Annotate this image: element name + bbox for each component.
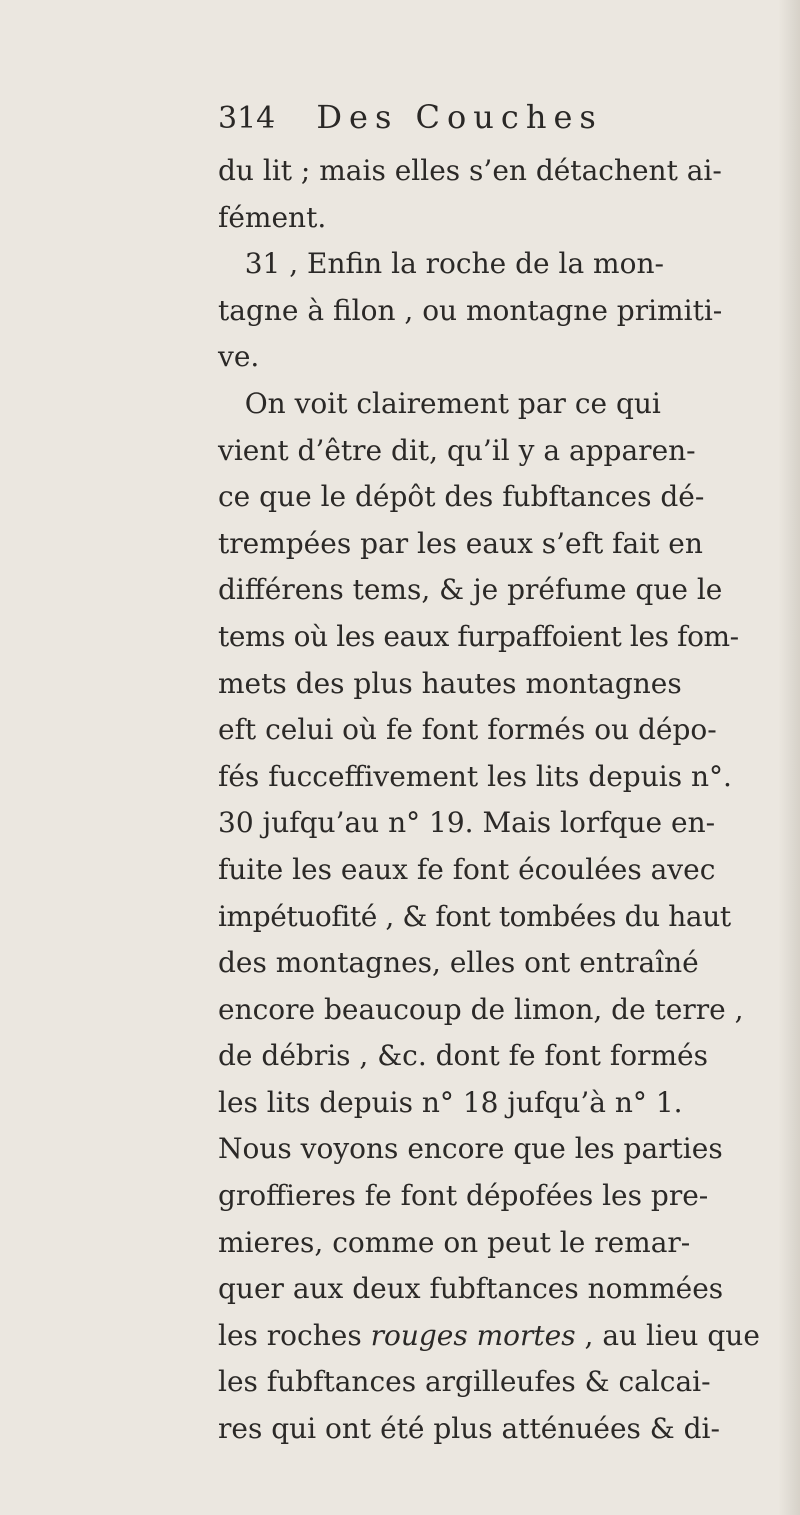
text-line: tagne à filon , ou montagne primiti- [218,293,723,327]
text-line: les fubftances argilleufes & calcai- [218,1365,711,1399]
text-line: des montagnes, elles ont entraîné [218,946,699,980]
text-line: encore beaucoup de limon, de terre , [218,992,744,1026]
text-line: mieres, comme on peut le remar- [218,1225,691,1259]
text-line: les lits depuis n° 18 jufqu’à n° 1. [218,1085,683,1119]
page-number: 314 [218,101,276,136]
text-line: eft celui où fe font formés ou dépo- [218,713,717,747]
text-line: On voit clairement par ce qui [218,386,661,420]
text-line: fément. [218,200,327,234]
running-title: Des Couches [316,98,603,136]
text-line: 30 jufqu’au n° 19. Mais lorfque en- [218,806,716,840]
text-line: groffieres fe font dépofées les pre- [218,1179,709,1213]
text-segment: les roches [218,1318,371,1352]
text-line: mets des plus hautes montagnes [218,666,682,700]
italic-phrase: rouges mortes [370,1318,576,1352]
text-line-with-italic [218,1313,778,1360]
text-line: ve. [218,340,260,374]
running-head [218,98,603,146]
text-line: fuite les eaux fe font écoulées avec [218,852,716,886]
text-segment: , au lieu que [575,1318,760,1352]
text-line: ce que le dépôt des fubftances dé- [218,480,705,514]
text-line: impétuofité , & font tombées du haut [218,899,731,933]
text-line: quer aux deux fubftances nommées [218,1272,724,1306]
text-line: différens tems, & je préfume que le [218,573,723,607]
text-line: trempées par les eaux s’eft fait en [218,526,703,560]
text-line: de débris , &c. dont fe font formés [218,1039,708,1073]
text-line: tems où les eaux furpaffoient les fom- [218,619,739,653]
body-text [218,148,778,1453]
page-edge-shadow [778,0,800,1515]
text-line: res qui ont été plus atténuées & di- [218,1412,720,1446]
text-line: du lit ; mais elles s’en détachent ai- [218,154,722,187]
text-line: Nous voyons encore que les parties [218,1132,723,1166]
text-line: 31 , Enfin la roche de la mon- [218,247,664,281]
text-line: vient d’être dit, qu’il y a apparen- [218,433,696,467]
text-line: fés fucceffivement les lits depuis n°. [218,759,732,793]
